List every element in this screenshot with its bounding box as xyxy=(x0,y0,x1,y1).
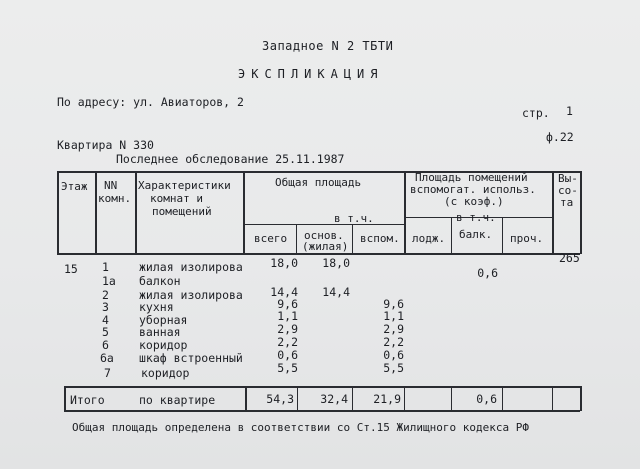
room-total: 2,2 xyxy=(277,335,298,349)
totals-divider xyxy=(404,386,405,411)
room-name: уборная xyxy=(139,313,188,327)
header-height-2: со- xyxy=(558,184,578,197)
col-divider xyxy=(135,171,137,254)
col-divider xyxy=(95,171,97,254)
form-code: ф.22 xyxy=(546,130,574,144)
totals-aux: 21,9 xyxy=(373,392,401,406)
header-total-area: Общая площадь xyxy=(275,176,362,189)
header-height-3: та xyxy=(560,196,574,209)
col-divider xyxy=(580,171,582,254)
totals-total: 54,3 xyxy=(266,392,294,406)
header-incl: в т.ч. xyxy=(334,212,374,225)
header-aux-area: Площадь помещений xyxy=(415,171,528,184)
room-number: 2 xyxy=(102,288,109,302)
room-name: коридор xyxy=(139,338,188,352)
col-divider xyxy=(451,217,452,254)
room-number: 6а xyxy=(100,351,114,365)
room-total: 9,6 xyxy=(277,297,298,311)
col-divider xyxy=(57,171,59,254)
bureau-name: Западное N 2 ТБТИ xyxy=(262,39,394,53)
subheader-line xyxy=(243,224,405,225)
room-main: 14,4 xyxy=(322,285,350,299)
room-number: 1 xyxy=(102,260,109,274)
floor-value: 15 xyxy=(64,262,78,276)
document-title: ЭКСПЛИКАЦИЯ xyxy=(238,67,384,81)
col-divider xyxy=(243,171,245,254)
room-main: 18,0 xyxy=(322,256,350,270)
header-aux-area-2: вспомогат. использ. xyxy=(410,183,536,196)
header-incl-2: в т.ч. xyxy=(456,211,496,224)
room-aux: 9,6 xyxy=(383,297,404,311)
header-total: всего xyxy=(254,232,288,245)
totals-divider xyxy=(352,386,353,411)
totals-balcony: 0,6 xyxy=(476,392,497,406)
room-number: 1а xyxy=(102,274,116,288)
col-divider xyxy=(502,217,503,254)
height-value: 265 xyxy=(559,251,580,265)
header-room-no: NN xyxy=(104,179,118,192)
footer-note: Общая площадь определена в соответствии со Ст.15 Жилищного кодекса РФ xyxy=(72,421,529,434)
apartment-number: Квартира N 330 xyxy=(57,138,154,152)
room-aux: 1,1 xyxy=(383,309,404,323)
totals-divider xyxy=(297,386,298,411)
totals-label: Итого xyxy=(70,393,105,407)
header-aux-area-3: (с коэф.) xyxy=(444,195,504,208)
address-line: По адресу: ул. Авиаторов, 2 xyxy=(57,95,244,109)
page-label: стр. xyxy=(522,106,550,120)
totals-divider xyxy=(552,386,553,411)
room-balcony: 0,6 xyxy=(477,266,498,280)
header-loggia: лодж. xyxy=(412,232,446,245)
col-divider xyxy=(404,171,406,254)
totals-main: 32,4 xyxy=(320,392,348,406)
room-number: 3 xyxy=(102,300,109,314)
totals-divider xyxy=(245,386,247,411)
totals-divider xyxy=(64,386,66,411)
room-name: жилая изолирова xyxy=(139,288,243,302)
room-number: 6 xyxy=(102,338,109,352)
room-name: коридор xyxy=(141,366,190,380)
room-name: жилая изолирова xyxy=(139,260,243,274)
header-floor: Этаж xyxy=(61,180,88,193)
room-number: 5 xyxy=(102,325,109,339)
room-name: шкаф встроенный xyxy=(139,351,243,365)
room-aux: 5,5 xyxy=(383,361,404,375)
totals-divider xyxy=(451,386,452,411)
header-characteristics: Характеристики xyxy=(138,179,231,192)
room-name: ванная xyxy=(139,325,181,339)
header-main: основ. xyxy=(304,229,344,242)
room-aux: 2,2 xyxy=(383,335,404,349)
header-other: проч. xyxy=(510,232,544,245)
room-aux: 0,6 xyxy=(383,348,404,362)
room-total: 2,9 xyxy=(277,322,298,336)
room-name: кухня xyxy=(139,300,174,314)
header-main-2: (жилая) xyxy=(302,240,349,253)
col-divider xyxy=(552,171,554,254)
page-number: 1 xyxy=(566,104,573,118)
room-aux: 2,9 xyxy=(383,322,404,336)
room-number: 7 xyxy=(104,366,111,380)
col-divider xyxy=(352,224,353,254)
header-height: Вы- xyxy=(558,172,578,185)
header-aux: вспом. xyxy=(360,232,400,245)
totals-divider xyxy=(580,386,582,411)
totals-label-2: по квартире xyxy=(139,393,216,407)
room-total: 1,1 xyxy=(277,309,298,323)
header-room-no-2: комн. xyxy=(98,192,132,205)
room-total: 18,0 xyxy=(270,256,298,270)
room-total: 14,4 xyxy=(270,285,298,299)
room-total: 5,5 xyxy=(277,361,298,375)
header-characteristics-3: помещений xyxy=(152,205,212,218)
room-number: 4 xyxy=(102,313,109,327)
header-balcony: балк. xyxy=(459,228,493,241)
last-survey-date: Последнее обследование 25.11.1987 xyxy=(116,152,345,166)
room-total: 0,6 xyxy=(277,348,298,362)
room-name: балкон xyxy=(139,274,181,288)
totals-divider xyxy=(502,386,503,411)
col-divider xyxy=(296,224,297,254)
header-characteristics-2: комнат и xyxy=(150,192,203,205)
